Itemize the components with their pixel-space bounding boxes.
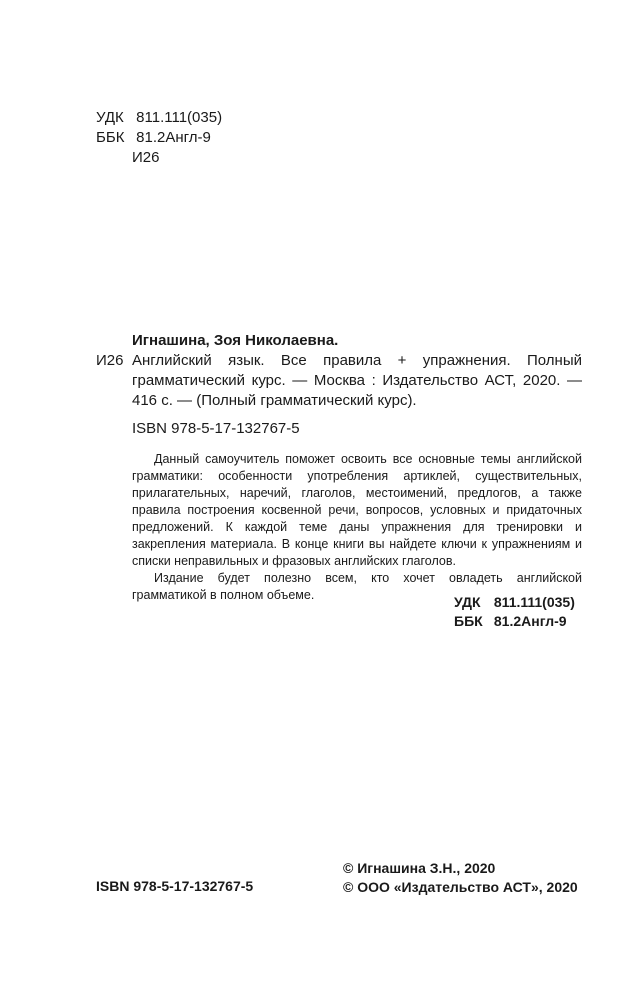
bottom-udk-value: 811.111(035) <box>493 594 575 610</box>
author-name: Игнашина, Зоя Николаевна. <box>132 332 339 349</box>
annotation <box>132 451 582 604</box>
top-classification-codes <box>96 108 222 168</box>
bibliographic-entry <box>96 331 582 604</box>
bbk-label: ББК <box>96 129 125 146</box>
author-mark: И26 <box>96 352 124 369</box>
bibliographic-description: Английский язык. Все правила + упражнения. Полный грамматический курс. — Москва : Издательство АСТ, 2020. — 416 с. — (Полный грамматический курс). <box>132 352 582 409</box>
isbn-entry: ISBN 978-5-17-132767-5 <box>132 420 300 437</box>
bottom-bbk-value: 81.2Англ-9 <box>493 613 567 629</box>
bbk-value: 81.2Англ-9 <box>136 129 211 146</box>
bottom-bbk-label: ББК <box>454 613 483 629</box>
copyright-author: © Игнашина З.Н., 2020 <box>343 860 496 876</box>
bottom-bbk-row <box>454 612 575 631</box>
bottom-classification-codes <box>454 593 575 631</box>
copyright-publisher: © ООО «Издательство АСТ», 2020 <box>343 879 578 895</box>
footer-isbn: ISBN 978-5-17-132767-5 <box>96 878 254 894</box>
annotation-paragraph-2: Издание будет полезно всем, кто хочет овладеть английской грамматикой в полном объеме. <box>132 571 582 602</box>
copyright-block <box>343 859 578 897</box>
udk-code-row <box>96 108 222 128</box>
udk-label: УДК <box>96 109 124 126</box>
author-mark-top: И26 <box>132 149 160 166</box>
annotation-paragraph-1: Данный самоучитель поможет освоить все основные темы английской грамматики: особенности употребления артиклей, существительных, прилагательных, наречий, глаголов, местоимений, предлогов, а также правила построения косвенной речи, вопросов, условных и придаточных предложений. К каждой теме даны упражнения для тренировки и закрепления материала. В конце книги вы найдете ключи к упражнениям и списки неправильных и фразовых английских глаголов. <box>132 452 582 568</box>
bottom-udk-label: УДК <box>454 594 481 610</box>
bottom-udk-row <box>454 593 575 612</box>
bbk-code-row <box>96 128 222 148</box>
description-block <box>96 351 582 411</box>
udk-value: 811.111(035) <box>136 109 223 126</box>
